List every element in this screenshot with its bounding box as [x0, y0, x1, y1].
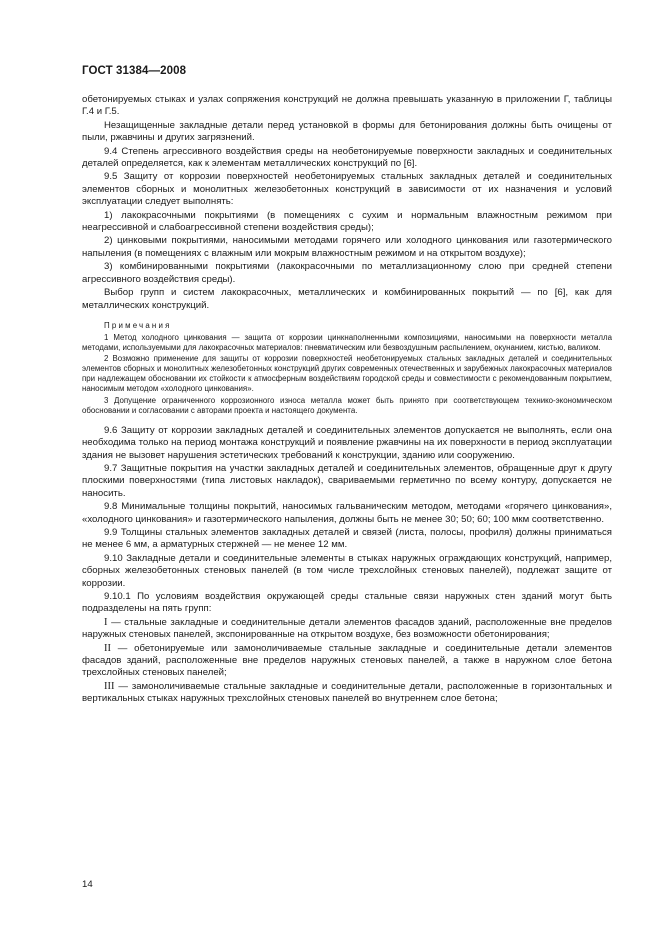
- paragraph: Выбор групп и систем лакокрасочных, металлических и комбинированных покрытий — по [6], как для металлических конструкций.: [82, 287, 612, 311]
- paragraph-9-8: 9.8 Минимальные толщины покрытий, наносимых гальваническим методом, методами «горячего цинкования», «холодного цинкования» и газотермического напыления, должны быть не менее 30; 50; 60; 100 мкм соответственно.: [82, 501, 612, 525]
- page-number: 14: [82, 879, 93, 890]
- group-numeral: II: [104, 642, 111, 654]
- document-body: [82, 94, 612, 706]
- group-text: — обетонируемые или замоноличиваемые стальные закладные и соединительные детали элементов фасадов зданий, расположенные вне пределов наружных стеновых панелей, а также в наружном слое бетона трехслойных стеновых панелей;: [82, 642, 612, 679]
- paragraph-9-6: 9.6 Защиту от коррозии закладных деталей и соединительных элементов допускается не выполнять, если она необходима только на период монтажа конструкций и появление ржавчины на их поверхности в период эксплуатации здания не вызовет нарушения эстетических требований к конструкции, зданию или сооружению.: [82, 424, 612, 461]
- paragraph: обетонируемых стыках и узлах сопряжения конструкций не должна превышать указанную в приложении Г, таблицы Г.4 и Г.5.: [82, 94, 612, 118]
- note-item: 2 Возможно применение для защиты от коррозии поверхностей необетонируемых стальных закладных деталей и соединительных элементов сборных и монолитных железобетонных конструкций других современных отечественных и зарубежных лакокрасочных материалов при надлежащем обосновании их стойкости к атмосферным воздействиям городской среды и совместимости с рекомендованным покрытием, наносимым методом «холодного цинкования».: [82, 354, 612, 394]
- paragraph: Незащищенные закладные детали перед установкой в формы для бетонирования должны быть очищены от пыли, ржавчины и других загрязнений.: [82, 119, 612, 144]
- list-item: 2) цинковыми покрытиями, наносимыми методами горячего или холодного цинкования или газотермического напыления (в помещениях с влажным или мокрым влажностным режимом и на открытом воздухе);: [82, 235, 612, 259]
- note-item: 1 Метод холодного цинкования — защита от коррозии цинкнаполненными композициями, наносимыми на поверхности металла методами, используемыми для лакокрасочных материалов: пневматическим или безвоздушным распылением, окунанием, кистью, валиком.: [82, 333, 612, 353]
- list-item: 1) лакокрасочными покрытиями (в помещениях с сухим и нормальным влажностным режимом при неагрессивной и слабоагрессивной степени воздействия среды);: [82, 209, 612, 234]
- document-header: ГОСТ 31384—2008: [82, 65, 187, 77]
- paragraph-9-4: 9.4 Степень агрессивного воздействия среды на необетонируемые поверхности закладных и соединительных деталей определяется, как к элементам металлических конструкций по [6].: [82, 145, 612, 170]
- group-numeral: III: [104, 680, 115, 692]
- note-item: 3 Допущение ограниченного коррозионного износа металла может быть принято при соответствующем технико-экономическом обосновании и согласовании с авторами проекта и настоящего документа.: [82, 395, 612, 415]
- paragraph-9-7: 9.7 Защитные покрытия на участки закладных деталей и соединительных элементов, обращенные друг к другу плоскими поверхностями (типа листовых накладок), свариваемыми герметично по всему контуру, допускается не наносить.: [82, 462, 612, 499]
- group-item: [82, 617, 612, 642]
- group-item: [82, 681, 612, 706]
- group-item: [82, 643, 612, 680]
- notes-block: [82, 321, 612, 416]
- group-numeral: I: [104, 616, 108, 628]
- paragraph-9-5: 9.5 Защиту от коррозии поверхностей необетонируемых стальных закладных деталей и соединительных элементов сборных и монолитных железобетонных конструкций в зависимости от их назначения и условий эксплуатации следует выполнять:: [82, 171, 612, 208]
- group-text: — стальные закладные и соединительные детали элементов фасадов зданий, расположенные вне пределов наружных стеновых панелей, экспонированные на открытом воздухе, без возможности обетонирования;: [82, 616, 612, 641]
- section-9-6-9-10: [82, 425, 612, 706]
- group-text: — замоноличиваемые стальные закладные и соединительные детали, расположенные в горизонтальных и вертикальных стыках наружных трехслойных стеновых панелей во внутреннем слое бетона;: [82, 680, 612, 705]
- list-item: 3) комбинированными покрытиями (лакокрасочными по металлизационному слою при средней степени агрессивного воздействия среды).: [82, 261, 612, 285]
- notes-heading: Примечания: [104, 320, 172, 330]
- paragraph-9-9: 9.9 Толщины стальных элементов закладных деталей и связей (листа, полосы, профиля) должны приниматься не менее 6 мм, а арматурных стержней — не менее 12 мм.: [82, 527, 612, 551]
- paragraph-9-10: 9.10 Закладные детали и соединительные элементы в стыках наружных ограждающих конструкций, например, сборных железобетонных стеновых панелей (в том числе трехслойных стеновых панелей), подлежат защите от коррозии.: [82, 552, 612, 589]
- paragraph-9-10-1: 9.10.1 По условиям воздействия окружающей среды стальные связи наружных стен зданий могут быть подразделены на пять групп:: [82, 591, 612, 615]
